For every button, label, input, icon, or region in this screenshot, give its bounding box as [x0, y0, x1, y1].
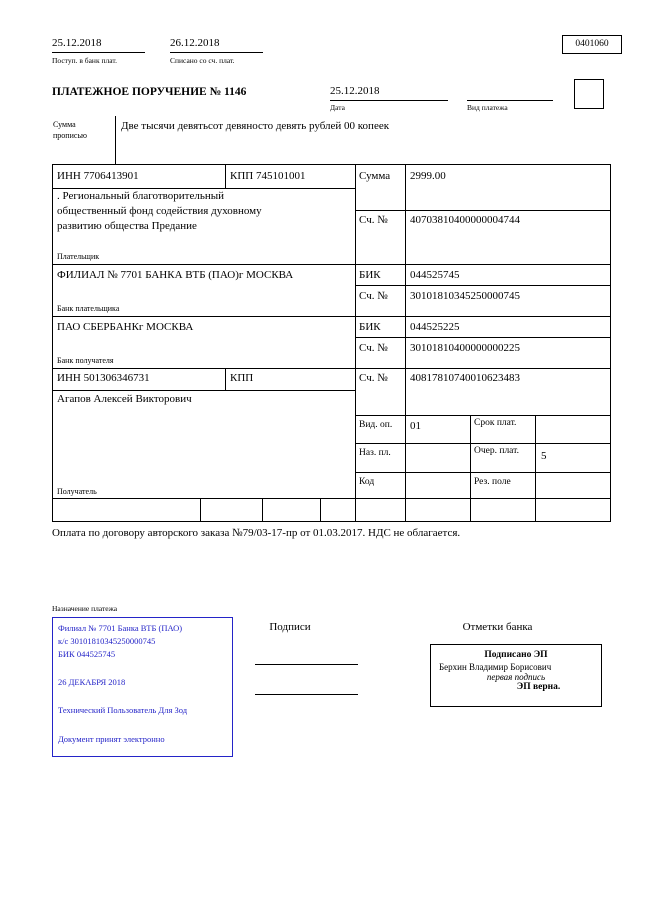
ep-signature-role: первая подпись	[486, 672, 546, 682]
table-line	[405, 164, 406, 522]
payee-bank-name: ПАО СБЕРБАНКг МОСКВА	[57, 321, 194, 333]
received-date: 25.12.2018	[52, 37, 102, 49]
vid-op-value: 01	[410, 420, 421, 432]
payer-name: . Региональный благотворительный общественный фонд содействия духовному развитию общества Предание	[57, 190, 262, 232]
payee-name: Агапов Алексей Викторович	[57, 393, 192, 405]
signature-line-2	[255, 694, 358, 695]
ocher-plat-label: Очер. плат.	[474, 446, 519, 456]
ep-signer-name: Берхин Владимир Борисович	[439, 662, 552, 672]
table-line	[225, 164, 226, 189]
stamp-bik: БИК 044525745	[58, 649, 116, 659]
bank-marks-title: Отметки банка	[462, 621, 533, 633]
ocher-plat-value: 5	[541, 450, 547, 462]
payer-section-label: Плательщик	[57, 252, 100, 261]
table-line	[52, 390, 356, 391]
payer-bank-account-label: Сч. №	[359, 290, 388, 302]
kod-label: Код	[359, 477, 375, 487]
amount-words-divider	[115, 116, 116, 165]
payer-account-label: Сч. №	[359, 214, 388, 226]
electronic-signature-box	[430, 644, 602, 707]
table-line	[610, 164, 611, 522]
payer-bank-bik: 044525745	[410, 269, 460, 281]
table-line	[52, 368, 611, 369]
payer-bank-section-label: Банк плательщика	[57, 304, 120, 313]
stamp-date: 26 ДЕКАБРЯ 2018	[58, 677, 126, 687]
table-line	[52, 264, 611, 265]
payment-purpose-text: Оплата по договору авторского заказа №79/03-17-пр от 01.03.2017. НДС не облагается.	[52, 527, 461, 539]
payer-bank-name: ФИЛИАЛ № 7701 БАНКА ВТБ (ПАО)г МОСКВА	[57, 269, 294, 281]
payee-bank-bik-label: БИК	[359, 321, 381, 333]
signatures-title: Подписи	[269, 621, 311, 633]
payer-account: 40703810400000004744	[410, 214, 520, 226]
document-title: ПЛАТЕЖНОЕ ПОРУЧЕНИЕ № 1146	[52, 86, 247, 98]
srok-plat-label: Срок плат.	[474, 418, 517, 428]
payee-kpp-label: КПП	[230, 372, 254, 384]
signature-line-1	[255, 664, 358, 665]
table-line	[52, 164, 611, 165]
table-line	[355, 443, 611, 444]
table-line	[200, 498, 201, 522]
sum-label: Сумма	[359, 170, 391, 182]
table-line	[355, 285, 611, 286]
form-code-box: 0401060	[562, 35, 622, 54]
table-line	[355, 415, 611, 416]
amount-words-label-1: Сумма	[53, 120, 76, 129]
payer-kpp: КПП 745101001	[230, 170, 306, 182]
naz-pl-label: Наз. пл.	[359, 448, 391, 458]
payment-purpose-label: Назначение платежа	[52, 604, 118, 613]
table-line	[355, 472, 611, 473]
table-line	[355, 164, 356, 522]
stamp-user: Технический Пользователь Для Зод	[58, 705, 188, 715]
table-line	[225, 368, 226, 391]
table-line	[52, 316, 611, 317]
payee-bank-bik: 044525225	[410, 321, 460, 333]
received-date-underline	[52, 52, 145, 53]
ep-verified: ЭП верна.	[516, 682, 561, 692]
document-date: 25.12.2018	[330, 85, 380, 97]
ep-signed-title: Подписано ЭП	[484, 650, 548, 660]
table-line	[535, 415, 536, 522]
table-line	[262, 498, 263, 522]
table-line	[320, 498, 321, 522]
rez-pole-label: Рез. поле	[474, 477, 511, 487]
stamp-accepted: Документ принят электронно	[58, 734, 165, 744]
payment-type-underline	[467, 100, 553, 101]
amount-words-value: Две тысячи девятьсот девяносто девять рублей 00 копеек	[121, 120, 390, 132]
stamp-bank-name: Филиал № 7701 Банка ВТБ (ПАО)	[58, 623, 183, 633]
table-line	[52, 498, 611, 499]
date-label: Дата	[330, 103, 345, 112]
table-line	[52, 521, 611, 522]
stamp-corr-account: к/с 30101810345250000745	[58, 636, 156, 646]
payment-type-box	[574, 79, 604, 109]
payee-section-label: Получатель	[57, 487, 97, 496]
received-date-label: Поступ. в банк плат.	[52, 56, 117, 65]
payee-inn: ИНН 501306346731	[57, 372, 150, 384]
table-line	[52, 164, 53, 522]
date-underline	[330, 100, 448, 101]
payer-bank-bik-label: БИК	[359, 269, 381, 281]
payment-type-label: Вид платежа	[467, 103, 508, 112]
table-line	[355, 337, 611, 338]
debited-date-underline	[170, 52, 263, 53]
payee-bank-section-label: Банк получателя	[57, 356, 114, 365]
debited-date-label: Списано со сч. плат.	[170, 56, 235, 65]
payer-bank-account: 30101810345250000745	[410, 290, 520, 302]
payer-inn: ИНН 7706413901	[57, 170, 139, 182]
vid-op-label: Вид. оп.	[359, 420, 393, 430]
payee-account-label: Сч. №	[359, 372, 388, 384]
payee-bank-account: 30101810400000000225	[410, 342, 520, 354]
payee-bank-account-label: Сч. №	[359, 342, 388, 354]
sum-value: 2999.00	[410, 170, 446, 182]
table-line	[470, 415, 471, 522]
payee-account: 40817810740010623483	[410, 372, 520, 384]
debited-date: 26.12.2018	[170, 37, 220, 49]
table-line	[355, 210, 611, 211]
amount-words-label-2: прописью	[53, 131, 88, 140]
